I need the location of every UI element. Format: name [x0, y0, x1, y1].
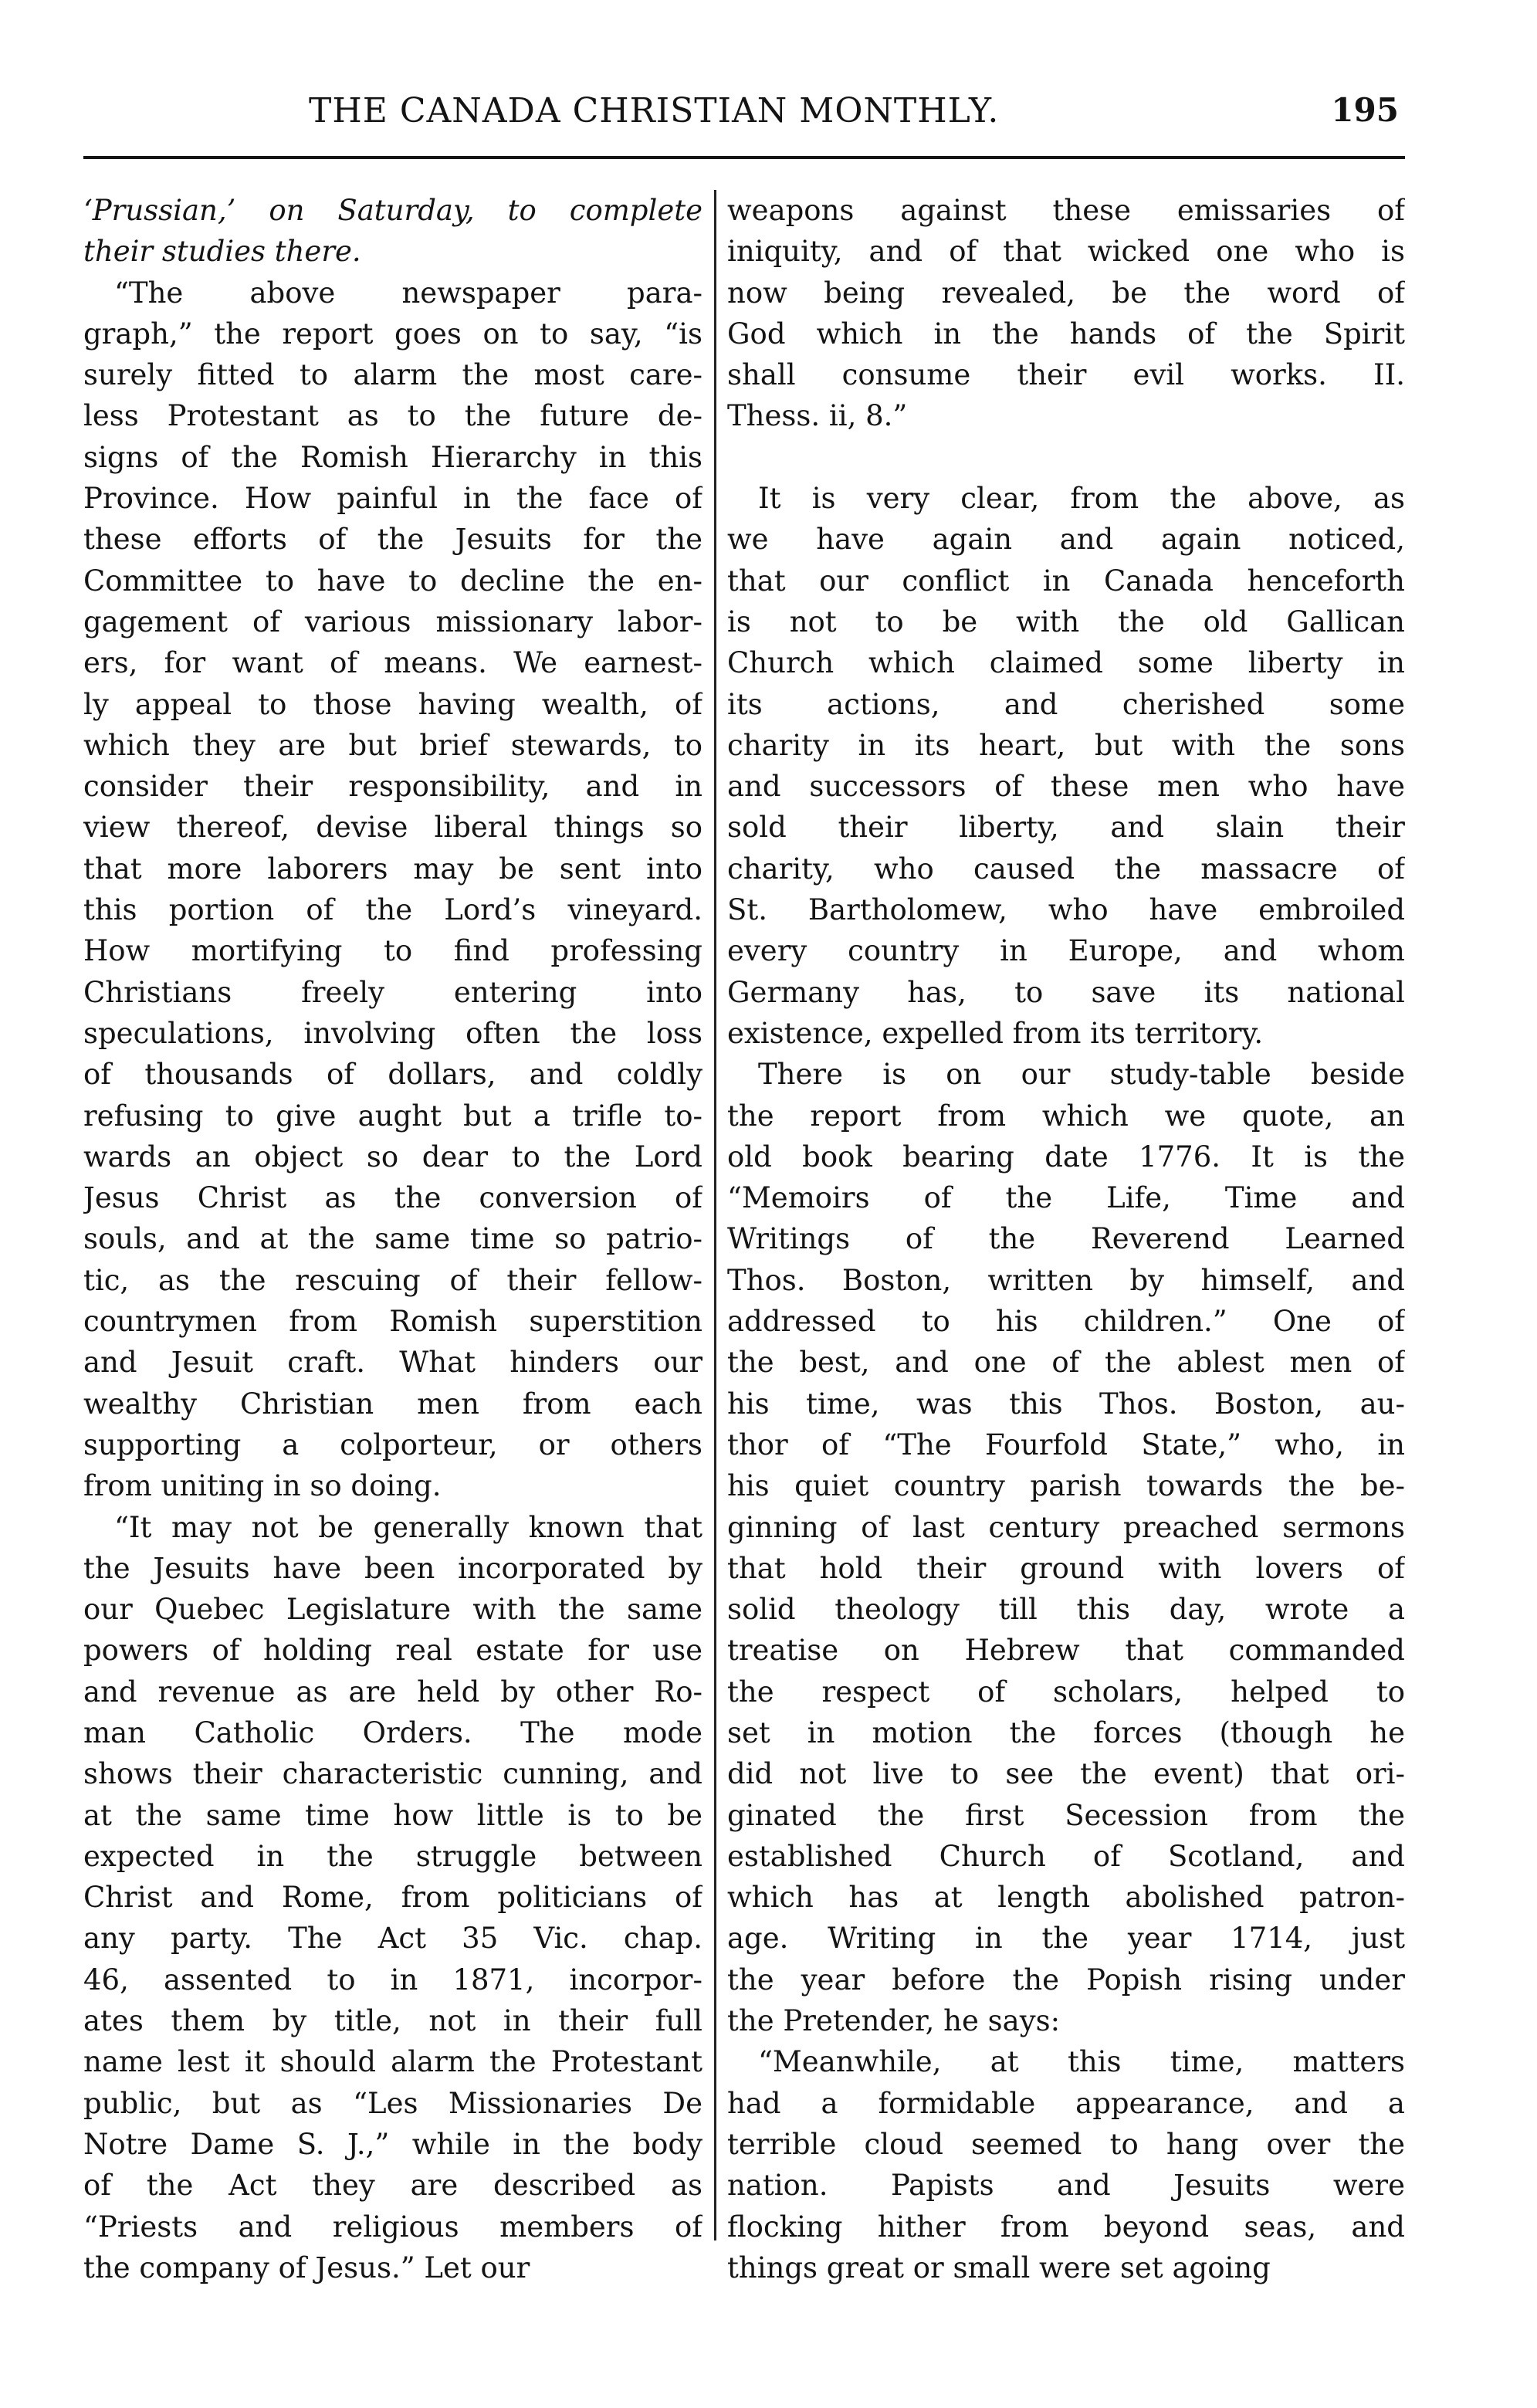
left-column-line: refusing to give aught but a trifle to-: [83, 1099, 702, 1133]
left-column-line: ates them by title, not in their full: [83, 2004, 702, 2038]
right-column-line: the year before the Popish rising under: [727, 1963, 1405, 1997]
right-column-line: set in motion the forces (though he: [727, 1715, 1405, 1749]
left-column-line: wealthy Christian men from each: [83, 1387, 702, 1421]
left-column-line: consider their responsibility, and in: [83, 770, 702, 804]
right-column-line: that our conflict in Canada henceforth: [727, 564, 1405, 598]
left-column-line: the company of Jesus.” Let our: [83, 2251, 530, 2284]
left-column-line: this portion of the Lord’s vineyard.: [83, 893, 702, 927]
left-column-line: shows their characteristic cunning, and: [83, 1757, 702, 1791]
right-column-line: treatise on Hebrew that commanded: [727, 1634, 1405, 1668]
left-column-line: of thousands of dollars, and coldly: [83, 1058, 702, 1092]
left-column-line: these efforts of the Jesuits for the: [83, 523, 702, 557]
right-column-line: old book bearing date 1776. It is the: [727, 1140, 1405, 1174]
left-column-line: the Jesuits have been incorporated by: [83, 1551, 702, 1585]
right-column-line: nation. Papists and Jesuits were: [727, 2169, 1405, 2203]
right-column-line: ginated the first Secession from the: [727, 1798, 1405, 1832]
left-column-line: Christians freely entering into: [83, 975, 702, 1009]
right-column-line: every country in Europe, and whom: [727, 934, 1405, 968]
left-column-line: man Catholic Orders. The mode: [83, 1715, 702, 1749]
right-column-line: solid theology till this day, wrote a: [727, 1593, 1405, 1627]
left-column-line: countrymen from Romish superstition: [83, 1305, 702, 1339]
right-column-line: Thess. ii, 8.”: [727, 399, 908, 433]
left-column-line: any party. The Act 35 Vic. chap.: [83, 1922, 702, 1956]
left-column-line: name lest it should alarm the Protestant: [83, 2045, 702, 2079]
right-column-line: the Pretender, he says:: [727, 2004, 1061, 2038]
page-number: 195: [1331, 91, 1399, 129]
right-column-line: had a formidable appearance, and a: [727, 2086, 1405, 2120]
left-column-line: from uniting in so doing.: [83, 1469, 442, 1503]
left-column-line: public, but as “Les Missionaries De: [83, 2086, 702, 2120]
right-column-line: the best, and one of the ablest men of: [727, 1346, 1405, 1380]
right-column-line: St. Bartholomew, who have embroiled: [727, 893, 1405, 927]
column-divider: [714, 190, 716, 2240]
left-column-line: view thereof, devise liberal things so: [83, 811, 702, 845]
right-column-line: his quiet country parish towards the be-: [727, 1469, 1405, 1503]
right-column-line: flocking hither from beyond seas, and: [727, 2210, 1405, 2244]
left-column-line: ers, for want of means. We earnest-: [83, 646, 702, 680]
right-column-line: and successors of these men who have: [727, 770, 1405, 804]
right-column-line: established Church of Scotland, and: [727, 1839, 1405, 1873]
left-column-line: our Quebec Legislature with the same: [83, 1593, 702, 1627]
right-column-line: iniquity, and of that wicked one who is: [727, 235, 1405, 269]
left-column-line: Province. How painful in the face of: [83, 482, 702, 516]
right-column-line: its actions, and cherished some: [727, 687, 1405, 721]
left-column-line: speculations, involving often the loss: [83, 1016, 702, 1050]
left-column-line: Jesus Christ as the conversion of: [83, 1181, 702, 1215]
right-column-line: “Meanwhile, at this time, matters: [758, 2045, 1405, 2079]
right-column-line: addressed to his children.” One of: [727, 1305, 1405, 1339]
left-column-line: expected in the struggle between: [83, 1839, 702, 1873]
right-column-line: age. Writing in the year 1714, just: [727, 1922, 1405, 1956]
right-column-line: Thos. Boston, written by himself, and: [727, 1263, 1405, 1297]
left-column-line: their studies there.: [83, 235, 361, 269]
right-column-line: charity, who caused the massacre of: [727, 852, 1405, 886]
right-column-line: we have again and again noticed,: [727, 523, 1405, 557]
left-column-line: tic, as the rescuing of their fellow-: [83, 1263, 702, 1297]
left-column-line: 46, assented to in 1871, incorpor-: [83, 1963, 702, 1997]
left-column-line: Christ and Rome, from politicians of: [83, 1881, 702, 1915]
left-column-line: less Protestant as to the future de-: [83, 399, 702, 433]
left-column-line: powers of holding real estate for use: [83, 1634, 702, 1668]
left-column-line: Committee to have to decline the en-: [83, 564, 702, 598]
running-title: THE CANADA CHRISTIAN MONTHLY.: [309, 91, 1000, 130]
right-column-line: Germany has, to save its national: [727, 975, 1405, 1009]
right-column-line: thor of “The Fourfold State,” who, in: [727, 1428, 1405, 1461]
right-column-line: Writings of the Reverend Learned: [727, 1222, 1405, 1256]
right-column-line: did not live to see the event) that ori-: [727, 1757, 1405, 1791]
right-column-line: which has at length abolished patron-: [727, 1881, 1405, 1915]
right-column-line: God which in the hands of the Spirit: [727, 317, 1405, 351]
right-column-line: the respect of scholars, helped to: [727, 1675, 1405, 1709]
left-column-line: ‘Prussian,’ on Saturday, to complete: [83, 194, 702, 227]
right-column-line: things great or small were set agoing: [727, 2251, 1271, 2284]
right-column-line: existence, expelled from its territory.: [727, 1016, 1264, 1050]
left-column-line: gagement of various missionary labor-: [83, 605, 702, 638]
left-column-line: of the Act they are described as: [83, 2169, 702, 2203]
right-column-line: shall consume their evil works. II.: [727, 358, 1405, 392]
left-column-line: supporting a colporteur, or others: [83, 1428, 702, 1461]
right-column-line: It is very clear, from the above, as: [758, 482, 1405, 516]
left-column-line: souls, and at the same time so patrio-: [83, 1222, 702, 1256]
left-column-line: and revenue as are held by other Ro-: [83, 1675, 702, 1709]
left-column-line: surely fitted to alarm the most care-: [83, 358, 702, 392]
right-column-line: terrible cloud seemed to hang over the: [727, 2127, 1405, 2161]
left-column-line: “Priests and religious members of: [83, 2210, 702, 2244]
left-column-line: wards an object so dear to the Lord: [83, 1140, 702, 1174]
left-column-line: at the same time how little is to be: [83, 1798, 702, 1832]
left-column-line: ly appeal to those having wealth, of: [83, 687, 702, 721]
left-column: [83, 190, 702, 2288]
right-column: [727, 190, 1405, 2288]
left-column-line: signs of the Romish Hierarchy in this: [83, 440, 702, 474]
left-column-line: and Jesuit craft. What hinders our: [83, 1346, 702, 1380]
left-column-line: “The above newspaper para-: [114, 276, 702, 310]
right-column-line: now being revealed, be the word of: [727, 276, 1405, 310]
left-column-line: that more laborers may be sent into: [83, 852, 702, 886]
left-column-line: “It may not be generally known that: [114, 1510, 702, 1544]
right-column-line: sold their liberty, and slain their: [727, 811, 1405, 845]
right-column-line: ginning of last century preached sermons: [727, 1510, 1405, 1544]
right-column-line: weapons against these emissaries of: [727, 194, 1405, 227]
right-column-line: [727, 437, 1405, 478]
right-column-line: his time, was this Thos. Boston, au-: [727, 1387, 1405, 1421]
right-column-line: is not to be with the old Gallican: [727, 605, 1405, 638]
left-column-line: which they are but brief stewards, to: [83, 728, 702, 762]
right-column-line: There is on our study-table beside: [758, 1058, 1405, 1092]
left-column-line: Notre Dame S. J.,” while in the body: [83, 2127, 702, 2161]
right-column-line: charity in its heart, but with the sons: [727, 728, 1405, 762]
header-rule: [83, 156, 1405, 159]
right-column-line: “Memoirs of the Life, Time and: [727, 1181, 1405, 1215]
left-column-line: graph,” the report goes on to say, “is: [83, 317, 702, 351]
right-column-line: that hold their ground with lovers of: [727, 1551, 1405, 1585]
right-column-line: the report from which we quote, an: [727, 1099, 1405, 1133]
left-column-line: How mortifying to find professing: [83, 934, 702, 968]
right-column-line: Church which claimed some liberty in: [727, 646, 1405, 680]
